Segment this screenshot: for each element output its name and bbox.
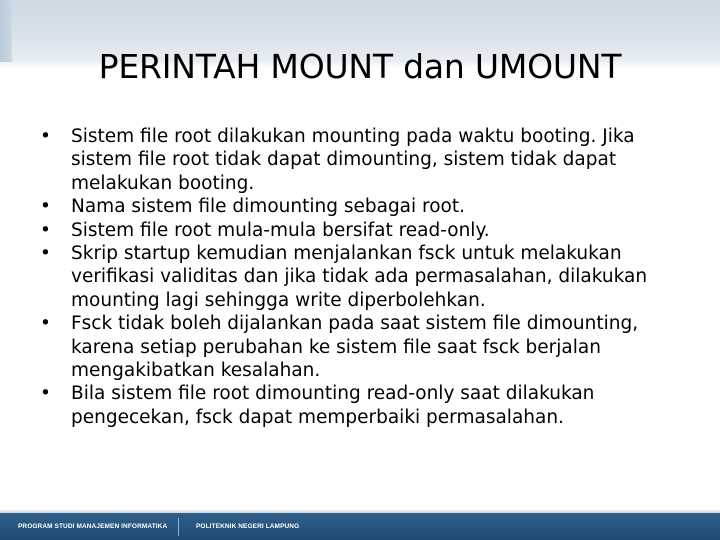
list-item [38,219,688,242]
list-item [38,382,688,429]
bullet-icon: • [40,383,51,405]
bullet-icon: • [40,313,51,335]
bullet-text: Sistem file root dilakukan mounting pada waktu booting. Jika sistem file root tidak dapat dimounting, sistem tidak dapat melakukan booting. [71,126,635,194]
bullet-text: Nama sistem file dimounting sebagai root. [71,196,466,218]
list-item [38,125,688,195]
bullet-text: Sistem file root mula-mula bersifat read-only. [71,219,490,241]
bullet-icon: • [40,243,51,265]
bullet-icon: • [40,126,51,147]
footer-institution-label: POLITEKNIK NEGERI LAMPUNG [196,523,300,530]
bullet-icon: • [40,219,51,241]
list-item [38,242,688,312]
list-item [38,312,688,382]
bullet-text: Skrip startup kemudian menjalankan fsck untuk melakukan verifikasi validitas dan jika tidak ada permasalahan, dilakukan mounting lagi sehingga write diperbolehkan. [71,243,648,311]
list-item [38,195,688,218]
footer-program-label: PROGRAM STUDI MANAJEMEN INFORMATIKA [18,523,168,530]
slide-title: PERINTAH MOUNT dan UMOUNT [98,47,622,86]
bullet-text: Bila sistem file root dimounting read-only saat dilakukan pengecekan, fsck dapat memperbaiki permasalahan. [71,383,595,428]
bullet-text: Fsck tidak boleh dijalankan pada saat sistem file dimounting, karena setiap perubahan ke sistem file saat fsck berjalan mengakibatkan kesalahan. [71,313,639,382]
footer-separator [178,518,179,536]
bullet-icon: • [40,196,51,218]
bullet-list [38,125,688,429]
